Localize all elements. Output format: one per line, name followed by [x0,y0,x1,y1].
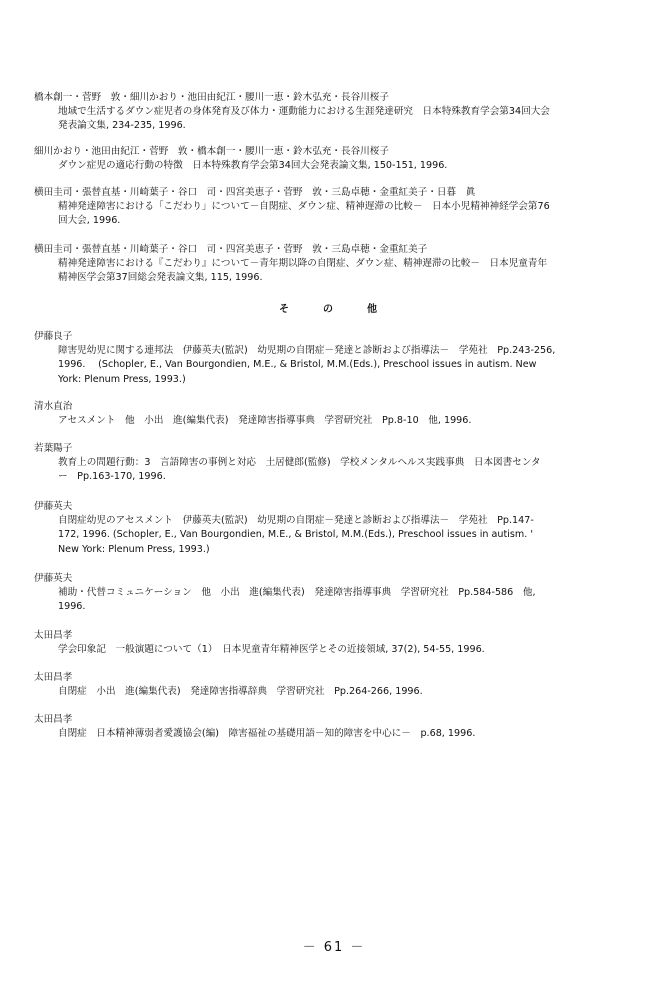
entry-text: 自閉症幼児のアセスメント 伊藤英夫(監訳) 幼児期の自閉症－発達と診断および指導法－ 学苑社 Pp.147- [58,515,534,527]
entry-author: 清水直治 [34,401,73,412]
entry-author: 若葉陽子 [34,443,73,454]
entry-text: 補助・代替コミュニケーション 他 小出 進(編集代表) 発達障害指導事典 学習研究社 Pp.584-586 他, [58,587,536,599]
entry-text: York: Plenum Press, 1993.) [58,373,186,385]
entry-text: 精神医学会第37回総会発表論文集, 115, 1996. [58,272,263,284]
reference-entry [34,572,646,615]
reference-entry [34,186,646,229]
entry-author: 伊藤英夫 [34,501,73,512]
entry-text: ダウン症児の適応行動の特徴 日本特殊教育学会第34回大会発表論文集, 150-151, 1996. [58,160,448,172]
entry-text: ー Pp.163-170, 1996. [58,471,166,483]
entry-text: 自閉症 日本精神薄弱者愛護協会(編) 障害福祉の基礎用語－知的障害を中心に－ p.68, 1996. [58,728,476,740]
entry-text: 地域で生活するダウン症児者の身体発育及び体力・運動能力における生涯発達研究 日本特殊教育学会第34回大会 [58,106,550,118]
entry-author: 細川かおり・池田由紀江・菅野 敦・橋本創一・腰川一恵・鈴木弘充・長谷川桜子 [34,146,389,157]
reference-entry [34,500,646,557]
entry-text: 発表論文集, 234-235, 1996. [58,120,186,132]
reference-entry [34,713,646,741]
entry-text: 回大会, 1996. [58,215,121,227]
entry-text: 1996. (Schopler, E., Van Bourgondien, M.E., & Bristol, M.M.(Eds.), Preschool issues in autism. New [58,359,537,371]
entry-author: 太田昌孝 [34,714,73,725]
entry-text: 1996. [58,601,86,613]
reference-entry [34,330,646,387]
entry-author: 伊藤英夫 [34,573,73,584]
reference-entry [34,91,646,134]
entry-author: 横田圭司・張替直基・川崎葉子・谷口 司・四宮美恵子・菅野 敦・三島卓穂・金重紅美子 [34,244,428,255]
entry-text: New York: Plenum Press, 1993.) [58,543,210,555]
entry-text: 精神発達障害における『こだわり』について－青年期以降の自閉症、ダウン症、精神遅滞の比較－ 日本児童青年 [58,258,548,270]
entry-author: 伊藤良子 [34,331,73,342]
entry-text: 教育上の問題行動：3 言語障害の事例と対応 土居健郎(監修) 学校メンタルヘルス実践事典 日本図書センタ [58,457,541,469]
entry-text: 学会印象記 一般演題について（1） 日本児童青年精神医学とその近接領域, 37(2), 54-55, 1996. [58,644,485,656]
reference-entry [34,145,646,173]
reference-entry [34,243,646,286]
reference-entry [34,629,646,657]
reference-entry [34,442,646,485]
section-heading: そ の 他 [279,304,389,315]
entry-author: 太田昌孝 [34,630,73,641]
entry-author: 横田圭司・張替直基・川崎葉子・谷口 司・四宮美恵子・菅野 敦・三島卓穂・金重紅美子・日暮 眞 [34,187,476,198]
reference-entry [34,671,646,699]
entry-text: 自閉症 小出 進(編集代表) 発達障害指導辞典 学習研究社 Pp.264-266, 1996. [58,686,423,698]
entry-text: アセスメント 他 小出 進(編集代表) 発達障害指導事典 学習研究社 Pp.8-10 他, 1996. [58,415,472,427]
reference-entry [34,400,646,428]
entry-author: 橋本創一・菅野 敦・細川かおり・池田由紀江・腰川一恵・鈴木弘充・長谷川桜子 [34,92,389,103]
entry-text: 172, 1996. (Schopler, E., Van Bourgondien, M.E., & Bristol, M.M.(Eds.), Preschool issues in autism. ' [58,529,534,541]
entry-text: 精神発達障害における「こだわり」について－自閉症、ダウン症、精神遅滞の比較－ 日本小児精神神経学会第76 [58,201,550,213]
entry-text: 障害児幼児に関する連邦法 伊藤英夫(監訳) 幼児期の自閉症－発達と診断および指導法－ 学苑社 Pp.243-256, [58,345,556,357]
entry-author: 太田昌孝 [34,672,73,683]
page-number: － 61 － [302,940,366,955]
